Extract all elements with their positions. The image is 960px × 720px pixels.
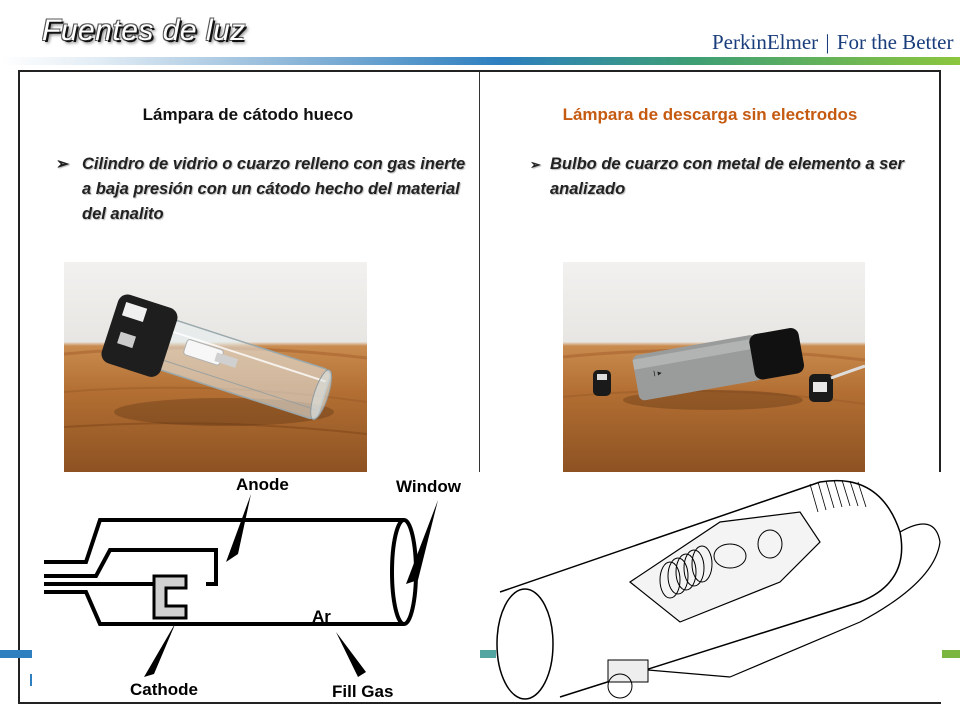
arrow-bullet-icon: ➢ <box>530 157 541 172</box>
brand-name: PerkinElmer <box>712 30 819 54</box>
hollow-cathode-heading: Lámpara de cátodo hueco <box>142 105 354 124</box>
header-gradient-strip <box>0 57 960 65</box>
footer-accent-blue <box>0 650 32 658</box>
footer-accent-green <box>942 650 960 658</box>
fill-gas-label: Fill Gas <box>332 682 394 701</box>
ar-label: Ar <box>312 607 331 626</box>
cathode-label: Cathode <box>130 680 198 699</box>
perkinelmer-logo <box>712 30 954 55</box>
anode-label: Anode <box>236 475 289 494</box>
electrodeless-lamp-photo <box>563 262 865 472</box>
electrodeless-lamp-bullet-text: Bulbo de cuarzo con metal de elemento a ser analizado <box>550 155 904 198</box>
slide-title: Fuentes de luz <box>42 14 246 47</box>
column-divider <box>479 72 480 472</box>
electrodeless-lamp-heading: Lámpara de descarga sin electrodos <box>562 105 858 124</box>
arrow-bullet-icon: ➢ <box>56 156 70 173</box>
window-label: Window <box>396 477 461 496</box>
svg-text:I ▸: I ▸ <box>652 368 663 379</box>
hollow-cathode-diagram <box>36 472 478 702</box>
hollow-cathode-bullet-text: Cilindro de vidrio o cuarzo relleno con gas inerte a baja presión con un cátodo hecho del material del analito <box>82 155 466 223</box>
electrodeless-lamp-diagram <box>480 472 942 702</box>
electrodeless-lamp-bullet <box>530 152 930 202</box>
hollow-cathode-bullet <box>56 152 472 227</box>
brand-separator: | <box>825 30 830 54</box>
hollow-cathode-lamp-photo <box>64 262 367 472</box>
brand-tagline: For the Better <box>836 30 954 54</box>
footer-accent-teal <box>480 650 496 658</box>
footer-corner-mark <box>30 674 32 686</box>
